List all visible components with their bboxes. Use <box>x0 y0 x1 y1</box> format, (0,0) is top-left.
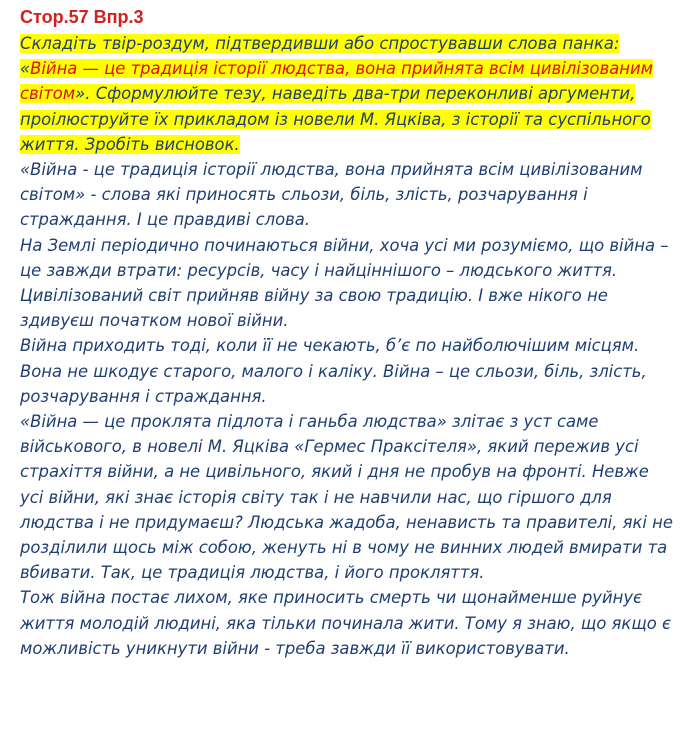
essay-body <box>20 157 673 661</box>
essay-paragraph-5: Тож війна постає лихом, яке приносить смерть чи щонайменше руйнує життя молодій людині, яка тільки починала жити. Тому я знаю, що якщо є можливість уникнути війни - треба завжди її використовувати. <box>20 588 671 658</box>
essay-paragraph-2: На Землі періодично починаються війни, хоча усі ми розуміємо, що війна – це завжди втрати: ресурсів, часу і найціннішого – людського життя. Цивілізований світ прийняв війну за свою традицію. І вже нікого не здивуєш початком нової війни. <box>20 235 669 331</box>
task-highlight <box>20 34 653 154</box>
essay-paragraph-3: Війна приходить тоді, коли її не чекають, б’є по найболючішим місцям. Вона не шкодує старого, малого і каліку. Війна – це сльози, біль, злість, розчарування і страждання. <box>20 336 647 406</box>
task-statement <box>20 31 673 157</box>
page-title: Стор.57 Впр.3 <box>20 7 144 27</box>
essay-paragraph-4: «Війна — це проклята підлота і ганьба людства» злітає з уст саме військового, в новелі М. Яцківа «Гермес Праксітеля», який пережив усі страхіття війни, а не цивільного, який і дня не пробув на фронті. Невже усі війни, які знає історія світу так і не навчили нас, що гіршого для людства і не придумаєш? Людська жадоба, ненависть та правителі, які не розділили щось між собою, женуть ні в чому не винних людей вмирати та вбивати. Так, це традиція людства, і його прокляття. <box>20 412 673 583</box>
essay-paragraph-1: «Війна - це традиція історії людства, вона прийнята всім цивілізованим світом» - слова які приносять сльози, біль, злість, розчарування і страждання. І це правдиві слова. <box>20 160 643 230</box>
task-text-before: Складіть твір-роздум, підтвердивши або спростувавши слова панка: « <box>20 34 620 79</box>
task-text-after: ». Сформулюйте тезу, наведіть два-три переконливі аргументи, проілюструйте їх прикладом із новели М. Яцківа, з історії та суспільного життя. Зробіть висновок. <box>20 84 651 154</box>
task-quote: Війна — це традиція історії людства, вона прийнята всім цивілізованим світом <box>20 59 654 104</box>
